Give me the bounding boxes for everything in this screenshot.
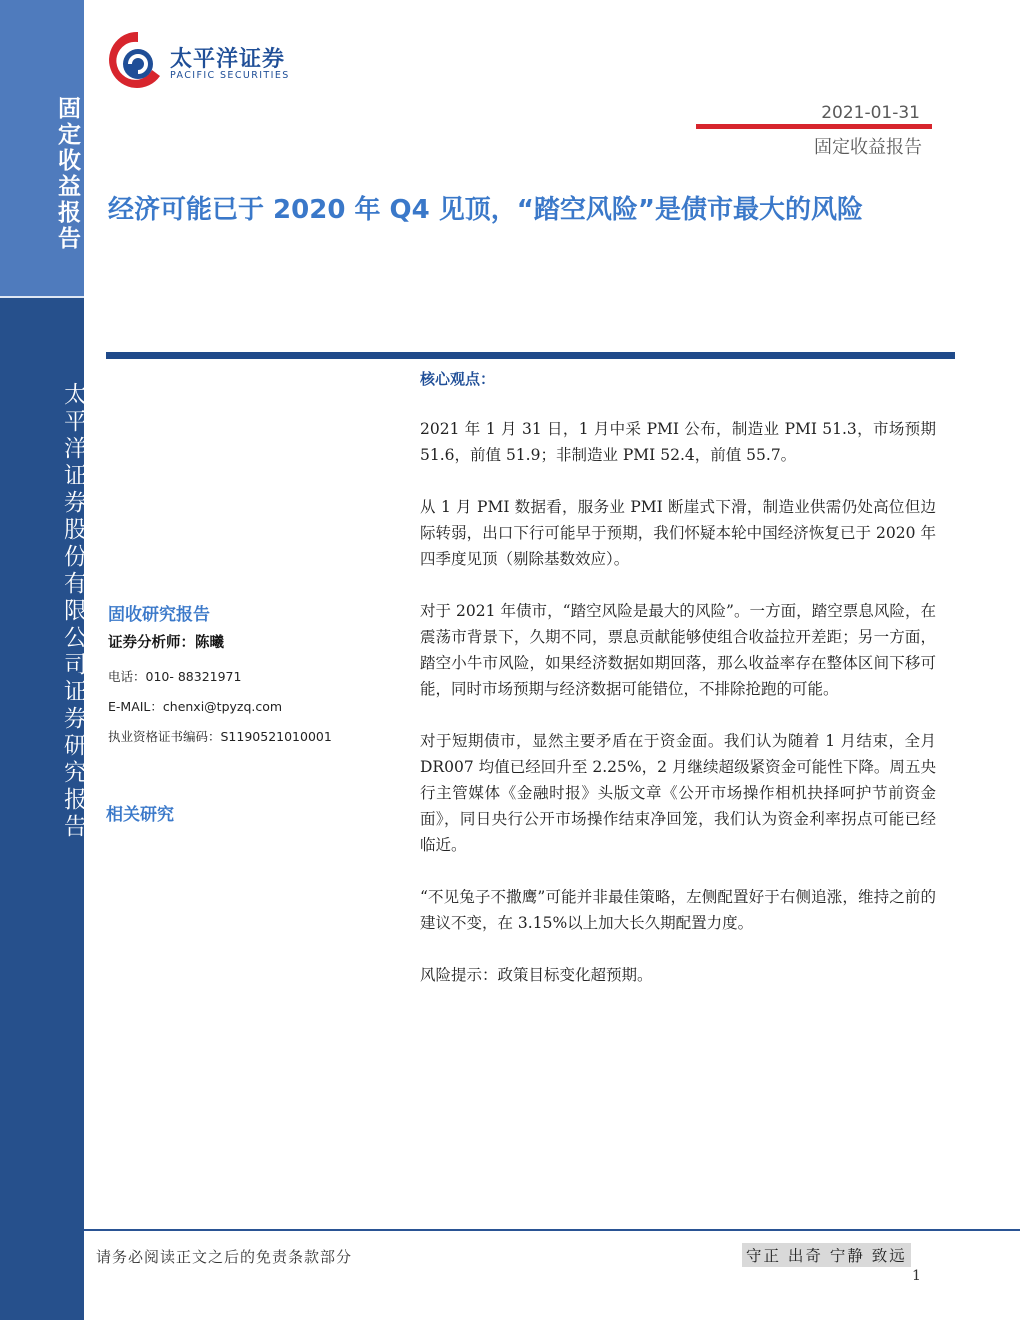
analyst-phone: 电话：010- 88321971 [108, 669, 242, 684]
sidebar-company: 太平洋证券股份有限公司证券研究报告 [60, 382, 86, 841]
report-title: 经济可能已于 2020 年 Q4 见顶，“踏空风险”是债市最大的风险 [108, 195, 863, 225]
analyst-license: 执业资格证书编码：S1190521010001 [108, 729, 332, 744]
core-paragraph: 2021 年 1 月 31 日，1 月中采 PMI 公布，制造业 PMI 51.3，市场预期 51.6，前值 51.9；非制造业 PMI 52.4，前值 55.7。 [420, 420, 936, 464]
analyst-info [108, 600, 388, 752]
logo-mark-icon [104, 20, 166, 100]
title-divider [106, 352, 955, 359]
core-paragraph: 风险提示：政策目标变化超预期。 [420, 966, 653, 984]
footer-divider [84, 1229, 1020, 1231]
footer-disclaimer: 请务必阅读正文之后的免责条款部分 [96, 1248, 353, 1266]
core-view-label: 核心观点： [420, 370, 496, 388]
company-logo [104, 20, 304, 100]
footer-motto: 守正 出奇 宁静 致远 [742, 1243, 911, 1267]
core-paragraph: 对于 2021 年债市，“踏空风险是最大的风险”。一方面，踏空票息风险，在震荡市背景下，久期不同，票息贡献能够使组合收益拉开差距；另一方面，踏空小牛市风险，如果经济数据如期回落，那么收益率存在整体区间下移可能，同时市场预期与经济数据可能错位，不排除抢跑的可能。 [420, 602, 936, 698]
core-paragraph: 从 1 月 PMI 数据看，服务业 PMI 断崖式下滑，制造业供需仍处高位但边际转弱，出口下行可能早于预期，我们怀疑本轮中国经济恢复已于 2020 年四季度见顶（剔除基数效应）。 [420, 498, 936, 568]
side-heading: 固收研究报告 [108, 605, 210, 625]
logo-name-en: PACIFIC SECURITIES [170, 70, 290, 81]
analyst-email[interactable]: E-MAIL：chenxi@tpyzq.com [108, 699, 283, 714]
page-number: 1 [912, 1268, 921, 1284]
header-red-divider [696, 124, 932, 129]
logo-name-cn: 太平洋证券 [170, 47, 286, 72]
related-research-heading: 相关研究 [106, 805, 174, 825]
core-view-body [420, 416, 936, 1014]
report-date: 2021-01-31 [821, 103, 920, 123]
core-paragraph: “不见兔子不撒鹰”可能并非最佳策略，左侧配置好于右侧追涨，维持之前的建议不变，在 3.15%以上加大长久期配置力度。 [420, 888, 936, 932]
core-paragraph: 对于短期债市，显然主要矛盾在于资金面。我们认为随着 1 月结束，全月 DR007 均值已经回升至 2.25%，2 月继续超级紧资金可能性下降。周五央行主管媒体《金融时报》头版文章《公开市场操作相机抉择呵护节前资金面》，同日央行公开市场操作结束净回笼，我们认为资金利率拐点可能已经临近。 [420, 732, 936, 854]
analyst-name: 证券分析师：陈曦 [108, 635, 224, 651]
sidebar-category: 固定收益报告 [54, 96, 80, 252]
report-type: 固定收益报告 [814, 137, 922, 158]
